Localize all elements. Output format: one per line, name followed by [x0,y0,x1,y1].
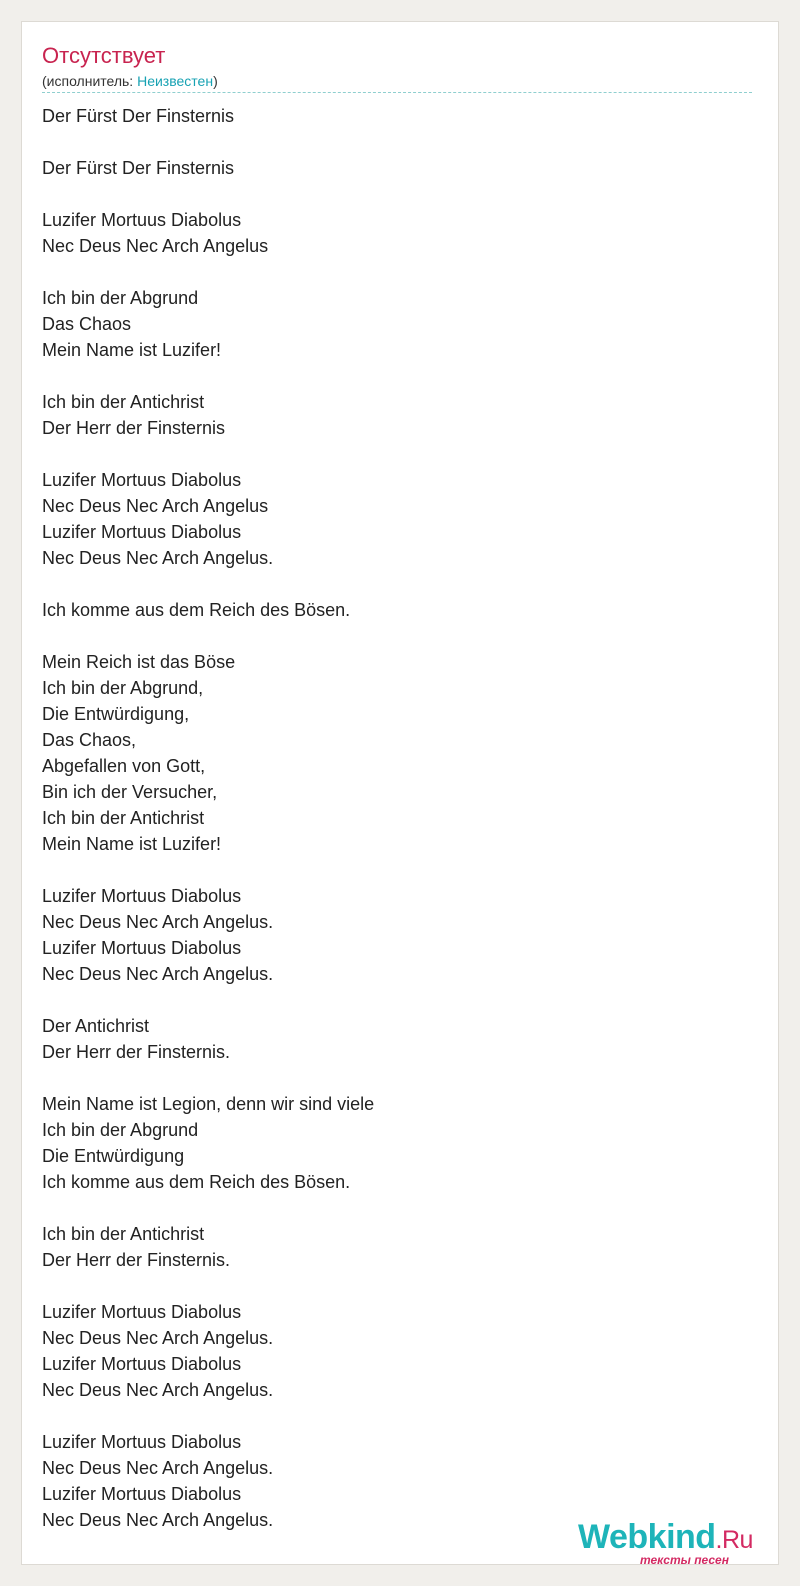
lyric-line: Nec Deus Nec Arch Angelus. [42,1510,274,1530]
lyric-blank-line [42,129,742,155]
artist-prefix: (исполнитель: [42,73,138,89]
lyric-line: Mein Reich ist das Böse [42,652,236,672]
lyric-blank-line [42,441,742,467]
lyric-blank-line [42,987,742,1013]
lyric-line: Luzifer Mortuus Diabolus [42,938,242,958]
lyric-blank-line [42,181,742,207]
lyric-blank-line [42,623,742,649]
header-divider [42,92,752,93]
artist-link[interactable]: Неизвестен [137,73,214,89]
lyric-line: Der Fürst Der Finsternis [42,106,235,126]
lyric-line: Ich bin der Abgrund, [42,678,204,698]
lyric-line: Das Chaos [42,314,132,334]
lyric-line: Nec Deus Nec Arch Angelus [42,236,269,256]
lyric-line: Das Chaos, [42,730,137,750]
lyric-blank-line [42,1403,742,1429]
lyric-line: Nec Deus Nec Arch Angelus [42,496,269,516]
lyric-line: Ich bin der Antichrist [42,392,205,412]
lyric-line: Ich bin der Antichrist [42,808,205,828]
artist-suffix: ) [213,73,218,89]
lyric-line: Nec Deus Nec Arch Angelus. [42,964,274,984]
artist-line [42,72,218,90]
lyric-line: Nec Deus Nec Arch Angelus. [42,1458,274,1478]
lyric-line: Der Herr der Finsternis [42,418,226,438]
lyric-blank-line [42,259,742,285]
lyric-blank-line [42,363,742,389]
lyric-line: Luzifer Mortuus Diabolus [42,522,242,542]
lyric-line: Der Antichrist [42,1016,150,1036]
lyric-line: Luzifer Mortuus Diabolus [42,1484,242,1504]
logo-name: Webkind [578,1518,716,1556]
lyric-line: Ich komme aus dem Reich des Bösen. [42,1172,351,1192]
lyrics-body [42,103,742,1533]
lyric-line: Nec Deus Nec Arch Angelus. [42,1328,274,1348]
lyric-line: Die Entwürdigung [42,1146,185,1166]
lyric-line: Der Herr der Finsternis. [42,1250,231,1270]
site-logo[interactable] [578,1519,778,1565]
lyric-blank-line [42,1065,742,1091]
lyric-line: Ich bin der Antichrist [42,1224,205,1244]
lyric-line: Bin ich der Versucher, [42,782,218,802]
lyric-line: Mein Name ist Luzifer! [42,340,222,360]
lyric-blank-line [42,1273,742,1299]
lyrics-card [21,21,779,1565]
lyric-line: Nec Deus Nec Arch Angelus. [42,912,274,932]
lyric-blank-line [42,857,742,883]
lyric-line: Luzifer Mortuus Diabolus [42,886,242,906]
lyric-line: Nec Deus Nec Arch Angelus. [42,548,274,568]
lyric-line: Mein Name ist Legion, denn wir sind viele [42,1094,375,1114]
song-title: Отсутствует [42,43,166,68]
lyric-line: Die Entwürdigung, [42,704,190,724]
lyric-line: Mein Name ist Luzifer! [42,834,222,854]
lyric-line: Luzifer Mortuus Diabolus [42,210,242,230]
lyric-line: Ich bin der Abgrund [42,1120,199,1140]
lyric-line: Der Herr der Finsternis. [42,1042,231,1062]
lyric-line: Luzifer Mortuus Diabolus [42,470,242,490]
logo-tagline: тексты песен [640,1553,729,1567]
lyric-line: Ich komme aus dem Reich des Bösen. [42,600,351,620]
lyric-line: Nec Deus Nec Arch Angelus. [42,1380,274,1400]
lyric-line: Ich bin der Abgrund [42,288,199,308]
lyric-blank-line [42,1195,742,1221]
lyric-blank-line [42,571,742,597]
lyric-line: Luzifer Mortuus Diabolus [42,1354,242,1374]
logo-suffix: .Ru [715,1526,753,1554]
lyric-line: Luzifer Mortuus Diabolus [42,1302,242,1322]
lyric-line: Abgefallen von Gott, [42,756,206,776]
lyric-line: Der Fürst Der Finsternis [42,158,235,178]
lyric-line: Luzifer Mortuus Diabolus [42,1432,242,1452]
